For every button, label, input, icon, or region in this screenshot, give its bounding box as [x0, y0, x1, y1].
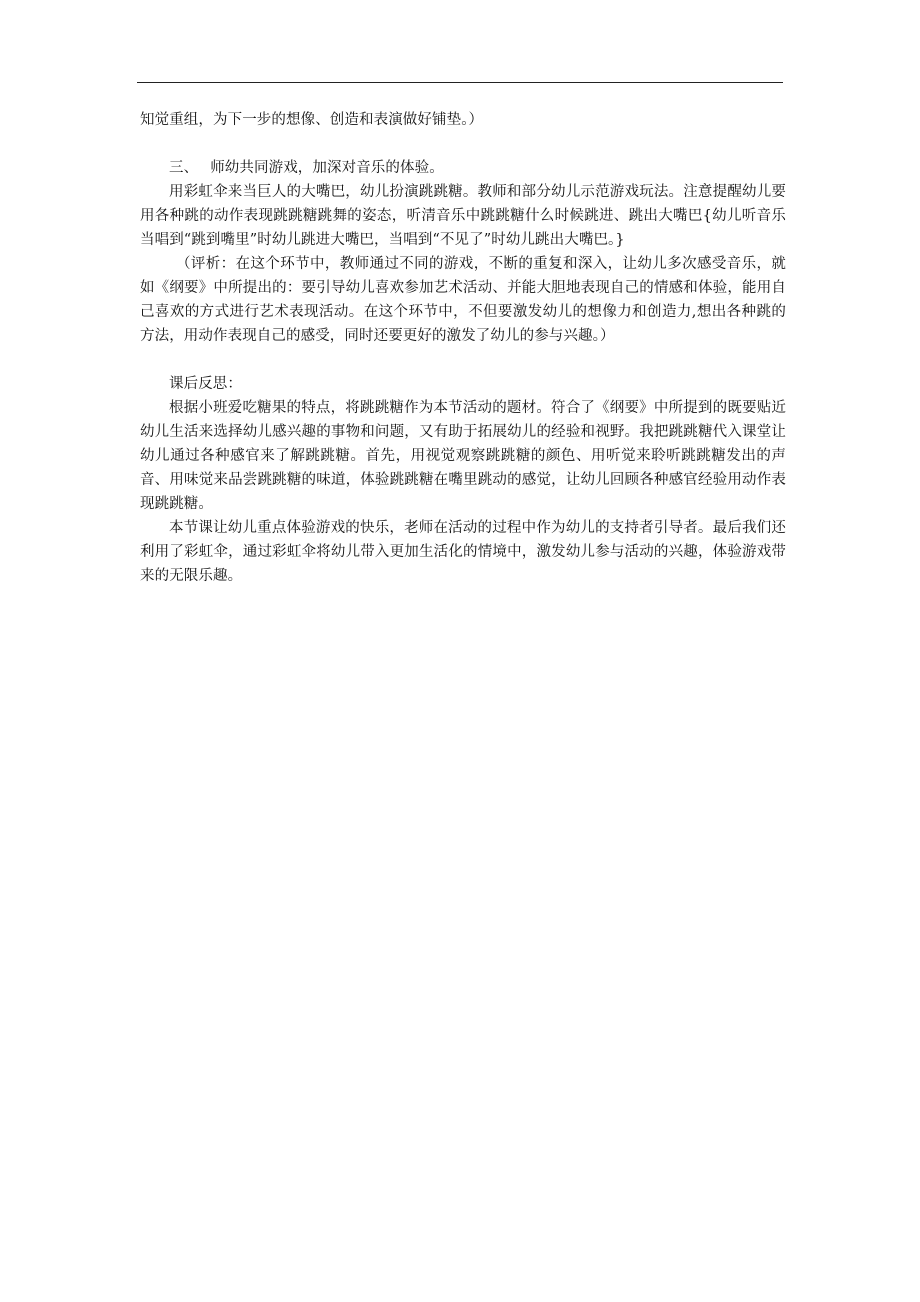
header-rule	[137, 82, 783, 83]
section-3-title: 师幼共同游戏，加深对音乐的体验。	[210, 160, 444, 176]
section-3-comment: （评析：在这个环节中，教师通过不同的游戏，不断的重复和深入，让幼儿多次感受音乐，就如《纲要》中所提出的：要引导幼儿喜欢参加艺术活动、并能大胆地表现自己的情感和体验，能用自己喜欢的方式进行艺术表现活动。在这个环节中，不但要激发幼儿的想像力和创造力,想出各种跳的方法，用动作表现自己的感受，同时还要更好的激发了幼儿的参与兴趣。）	[140, 256, 786, 344]
continuation-paragraph: 知觉重组，为下一步的想像、创造和表演做好铺垫。）	[140, 112, 484, 128]
reflection-paragraph-1: 根据小班爱吃糖果的特点，将跳跳糖作为本节活动的题材。符合了《纲要》中所提到的既要贴近幼儿生活来选择幼儿感兴趣的事物和问题，又有助于拓展幼儿的经验和视野。我把跳跳糖代入课堂让幼儿通过各种感官来了解跳跳糖。首先，用视觉观察跳跳糖的颜色、用听觉来聆听跳跳糖发出的声音、用味觉来品尝跳跳糖的味道，体验跳跳糖在嘴里跳动的感觉，让幼儿回顾各种感官经验用动作表现跳跳糖。	[140, 400, 786, 512]
document-body	[140, 108, 786, 588]
section-3-paragraph: 用彩虹伞来当巨人的大嘴巴，幼儿扮演跳跳糖。教师和部分幼儿示范游戏玩法。注意提醒幼儿要用各种跳的动作表现跳跳糖跳舞的姿态，听清音乐中跳跳糖什么时候跳进、跳出大嘴巴{幼儿听音乐当唱到“跳到嘴里”时幼儿跳进大嘴巴，当唱到“不见了”时幼儿跳出大嘴巴。}	[140, 184, 786, 248]
section-3-heading	[140, 156, 786, 180]
reflection-paragraph-2: 本节课让幼儿重点体验游戏的快乐，老师在活动的过程中作为幼儿的支持者引导者。最后我们还利用了彩虹伞，通过彩虹伞将幼儿带入更加生活化的情境中，激发幼儿参与活动的兴趣，体验游戏带来的无限乐趣。	[140, 520, 786, 584]
reflection-heading: 课后反思：	[169, 376, 242, 392]
section-3-number: 三、	[169, 160, 199, 176]
paragraph-gap	[140, 132, 786, 156]
paragraph-gap	[140, 348, 786, 372]
